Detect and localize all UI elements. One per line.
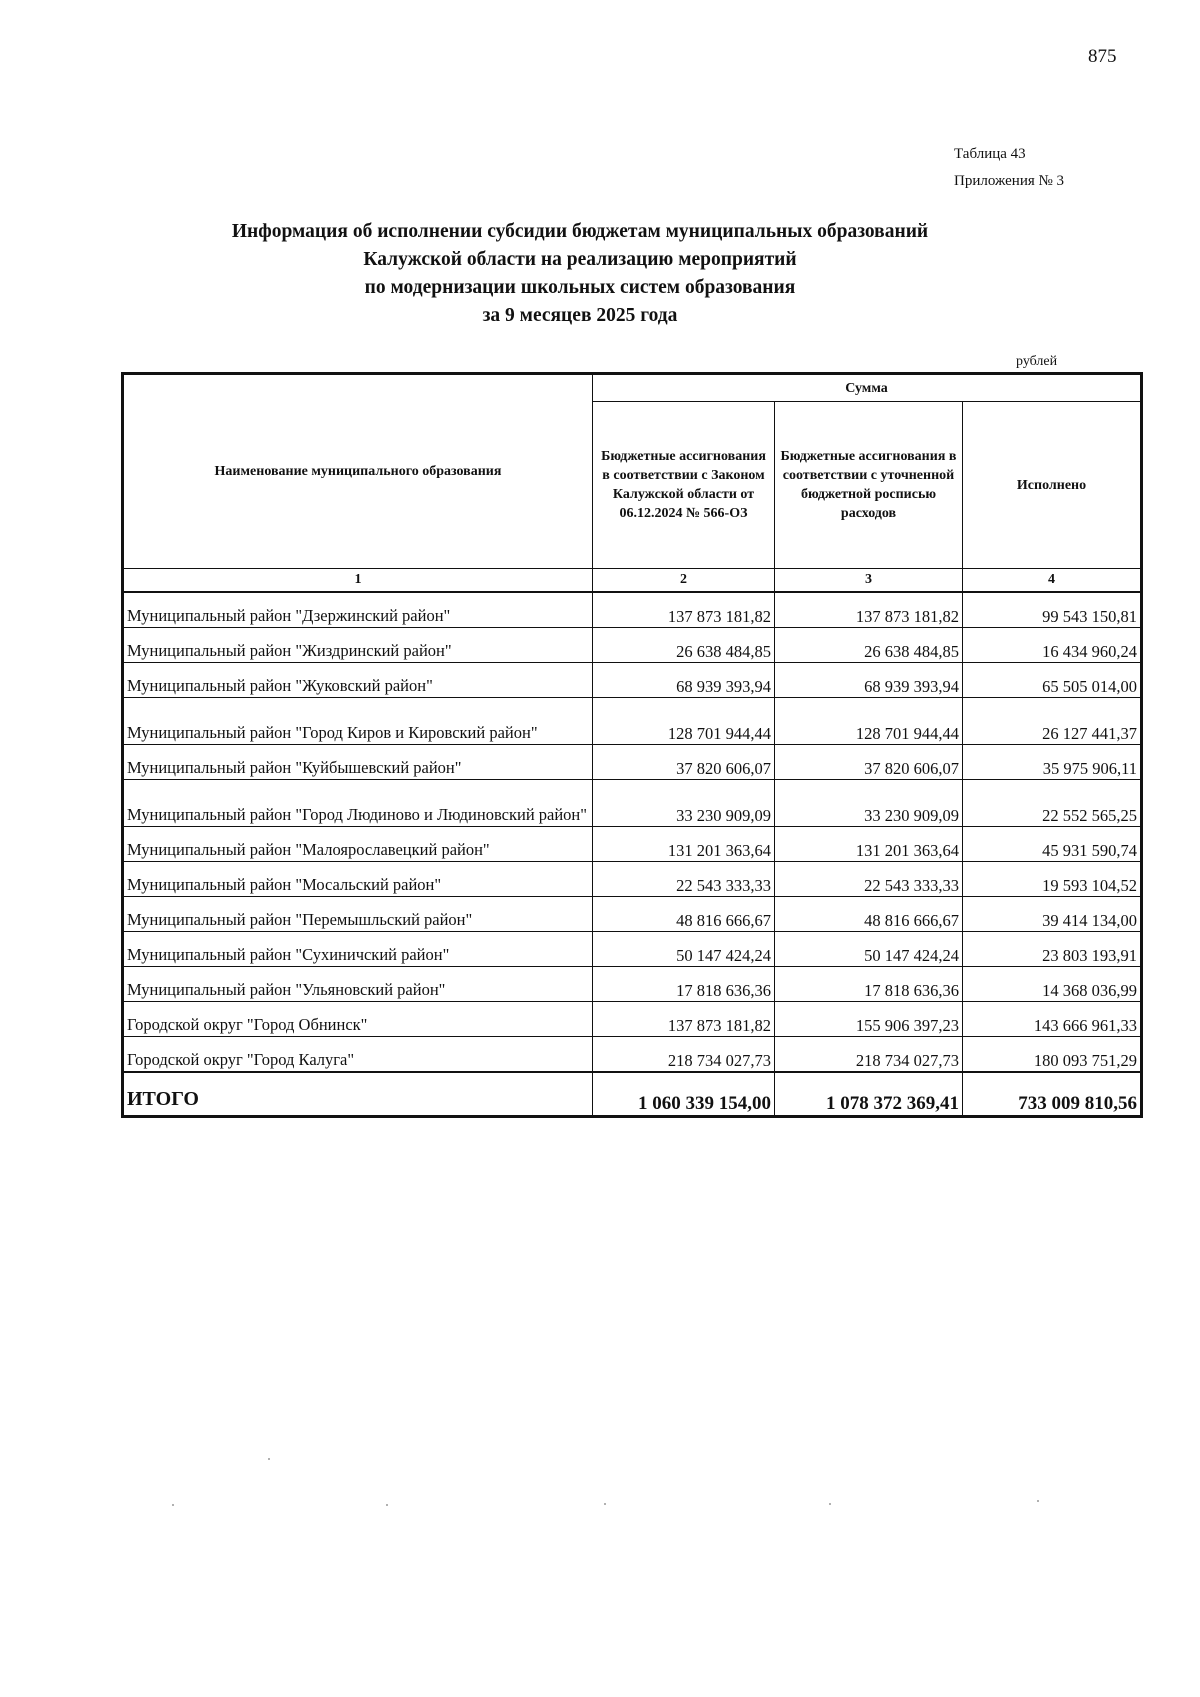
row-col2: 48 816 666,67 <box>593 897 775 932</box>
total-row <box>124 1072 1141 1116</box>
row-name: Муниципальный район "Ульяновский район" <box>124 967 593 1002</box>
row-col4: 35 975 906,11 <box>963 745 1141 780</box>
title-line-3: по модернизации школьных систем образования <box>364 277 796 298</box>
total-col3: 1 078 372 369,41 <box>775 1072 963 1116</box>
table-row <box>124 698 1141 745</box>
subsidy-table <box>123 374 1141 1116</box>
row-col3: 128 701 944,44 <box>775 698 963 745</box>
table-row <box>124 592 1141 628</box>
units-label: рублей <box>1016 354 1058 369</box>
row-col2: 131 201 363,64 <box>593 827 775 862</box>
row-col3: 131 201 363,64 <box>775 827 963 862</box>
row-name: Муниципальный район "Мосальский район" <box>124 862 593 897</box>
row-name: Муниципальный район "Жиздринский район" <box>124 628 593 663</box>
row-col2: 50 147 424,24 <box>593 932 775 967</box>
header-col4: Исполнено <box>963 402 1141 569</box>
column-number-2: 2 <box>593 569 775 593</box>
row-name: Муниципальный район "Город Киров и Кировский район" <box>124 698 593 745</box>
row-col2: 17 818 636,36 <box>593 967 775 1002</box>
row-col4: 65 505 014,00 <box>963 663 1141 698</box>
table-row <box>124 897 1141 932</box>
row-name: Муниципальный район "Сухиничский район" <box>124 932 593 967</box>
row-col4: 22 552 565,25 <box>963 780 1141 827</box>
row-col4: 16 434 960,24 <box>963 628 1141 663</box>
row-col2: 26 638 484,85 <box>593 628 775 663</box>
table-row <box>124 1002 1141 1037</box>
table-row <box>124 780 1141 827</box>
scan-speck <box>172 1504 174 1506</box>
row-col3: 22 543 333,33 <box>775 862 963 897</box>
table-row <box>124 932 1141 967</box>
row-name: Муниципальный район "Дзержинский район" <box>124 592 593 628</box>
row-col3: 26 638 484,85 <box>775 628 963 663</box>
header-col2: Бюджетные ассигнования в соответствии с Законом Калужской области от 06.12.2024 № 566-ОЗ <box>593 402 775 569</box>
total-label: ИТОГО <box>124 1072 593 1116</box>
row-col2: 137 873 181,82 <box>593 592 775 628</box>
row-col3: 17 818 636,36 <box>775 967 963 1002</box>
row-col3: 155 906 397,23 <box>775 1002 963 1037</box>
row-col2: 37 820 606,07 <box>593 745 775 780</box>
table-row <box>124 745 1141 780</box>
row-col3: 50 147 424,24 <box>775 932 963 967</box>
row-name: Городской округ "Город Калуга" <box>124 1037 593 1073</box>
row-col2: 68 939 393,94 <box>593 663 775 698</box>
row-col4: 23 803 193,91 <box>963 932 1141 967</box>
column-number-1: 1 <box>124 569 593 593</box>
column-number-4: 4 <box>963 569 1141 593</box>
scan-speck <box>829 1503 831 1505</box>
row-col3: 48 816 666,67 <box>775 897 963 932</box>
row-col2: 137 873 181,82 <box>593 1002 775 1037</box>
table-row <box>124 827 1141 862</box>
row-col3: 33 230 909,09 <box>775 780 963 827</box>
row-name: Муниципальный район "Перемышльский район" <box>124 897 593 932</box>
table-row <box>124 628 1141 663</box>
row-name: Муниципальный район "Малоярославецкий район" <box>124 827 593 862</box>
row-col3: 218 734 027,73 <box>775 1037 963 1073</box>
row-col2: 33 230 909,09 <box>593 780 775 827</box>
row-name: Муниципальный район "Куйбышевский район" <box>124 745 593 780</box>
table-reference <box>954 141 1064 195</box>
table-reference-line-1: Таблица 43 <box>954 146 1026 162</box>
row-col3: 137 873 181,82 <box>775 592 963 628</box>
row-name: Муниципальный район "Город Людиново и Людиновский район" <box>124 780 593 827</box>
row-col4: 45 931 590,74 <box>963 827 1141 862</box>
total-col2: 1 060 339 154,00 <box>593 1072 775 1116</box>
document-title <box>180 218 980 330</box>
scan-speck <box>1037 1500 1039 1502</box>
table-row <box>124 967 1141 1002</box>
column-number-3: 3 <box>775 569 963 593</box>
row-col4: 39 414 134,00 <box>963 897 1141 932</box>
scan-speck <box>268 1458 270 1460</box>
row-col4: 99 543 150,81 <box>963 592 1141 628</box>
table-row <box>124 862 1141 897</box>
header-col3: Бюджетные ассигнования в соответствии с уточненной бюджетной росписью расходов <box>775 402 963 569</box>
table-reference-line-2: Приложения № 3 <box>954 173 1065 189</box>
header-name: Наименование муниципального образования <box>124 375 593 569</box>
row-col3: 68 939 393,94 <box>775 663 963 698</box>
row-col4: 19 593 104,52 <box>963 862 1141 897</box>
row-col2: 22 543 333,33 <box>593 862 775 897</box>
header-summa: Сумма <box>593 375 1141 402</box>
table-row <box>124 663 1141 698</box>
scan-speck <box>386 1504 388 1506</box>
row-name: Городской округ "Город Обнинск" <box>124 1002 593 1037</box>
scan-speck <box>604 1503 606 1505</box>
page-number: 875 <box>1088 46 1117 67</box>
table-row <box>124 1037 1141 1073</box>
title-line-4: за 9 месяцев 2025 года <box>482 305 678 326</box>
title-line-2: Калужской области на реализацию мероприятий <box>363 249 797 270</box>
row-col2: 218 734 027,73 <box>593 1037 775 1073</box>
total-col4: 733 009 810,56 <box>963 1072 1141 1116</box>
row-col4: 143 666 961,33 <box>963 1002 1141 1037</box>
row-name: Муниципальный район "Жуковский район" <box>124 663 593 698</box>
row-col4: 26 127 441,37 <box>963 698 1141 745</box>
title-line-1: Информация об исполнении субсидии бюджетам муниципальных образований <box>231 221 929 242</box>
row-col4: 14 368 036,99 <box>963 967 1141 1002</box>
row-col2: 128 701 944,44 <box>593 698 775 745</box>
row-col4: 180 093 751,29 <box>963 1037 1141 1073</box>
row-col3: 37 820 606,07 <box>775 745 963 780</box>
